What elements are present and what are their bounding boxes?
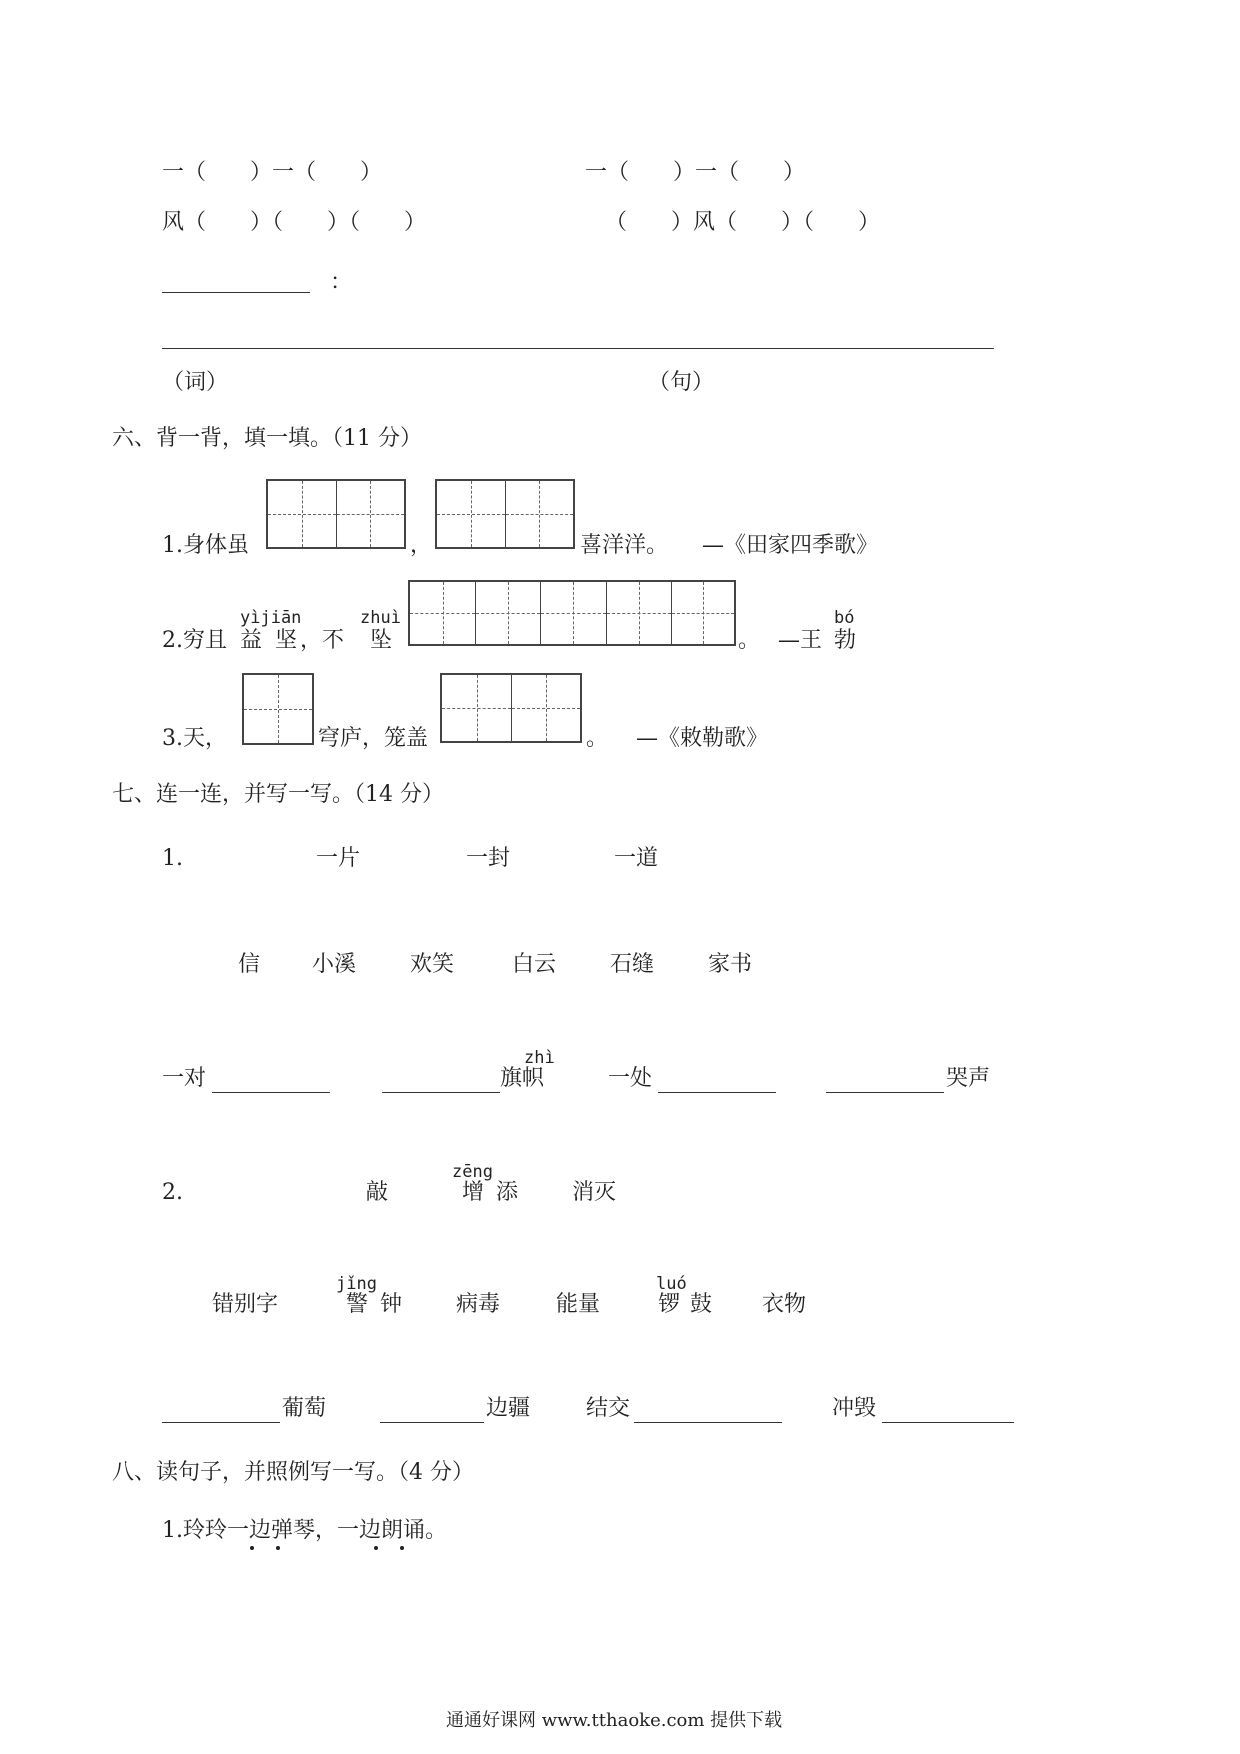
section8-heading: 八、读句子，并照例写一写。（4 分） xyxy=(112,1460,474,1485)
s7-q1-fill-d: 哭声 xyxy=(946,1066,991,1091)
s7-q1-fill-c: 一处 xyxy=(608,1066,653,1091)
s7-q1-noun-1[interactable]: 信 xyxy=(238,952,261,977)
s6-q2-jian: 坚 xyxy=(275,628,298,653)
page-footer[interactable]: 通通好课网 www.tthaoke.com 提供下载 xyxy=(446,1710,783,1731)
s7-q2-verb-c[interactable]: 添 xyxy=(496,1180,519,1205)
s6-q2-prefix: 2.穷且 xyxy=(162,628,227,653)
s7-q1-blank-b[interactable] xyxy=(382,1092,500,1093)
emphasis-dot xyxy=(276,1546,280,1550)
s8-q1-sentence: 1.玲玲一边弹琴，一边朗诵。 xyxy=(162,1518,447,1543)
s7-q1-noun-5[interactable]: 石缝 xyxy=(610,952,655,977)
s6-q2-grid[interactable] xyxy=(408,580,736,646)
s7-q2-noun-b2[interactable]: 钟 xyxy=(380,1292,403,1317)
s6-q2-zhui: 坠 xyxy=(370,628,393,653)
s7-q2-verb-d[interactable]: 消灭 xyxy=(572,1180,617,1205)
s7-q2-noun-b1[interactable]: 警 xyxy=(346,1292,369,1317)
idiom-row1-left: 一（ ）一（ ） xyxy=(162,160,383,185)
s7-q1-pinyin-zhi: zhì xyxy=(524,1048,555,1068)
s7-q1-fill-a: 一对 xyxy=(162,1066,207,1091)
s7-q1-noun-2[interactable]: 小溪 xyxy=(312,952,357,977)
s7-q2-pinyin-zeng: zēng xyxy=(452,1162,493,1182)
s7-q2-blank-c[interactable] xyxy=(634,1422,782,1423)
s7-q1-noun-4[interactable]: 白云 xyxy=(512,952,557,977)
s7-q1-fill-b: 旗帜 xyxy=(500,1066,545,1091)
s7-q1-measure-1[interactable]: 一片 xyxy=(316,846,361,871)
s7-q1-measure-3[interactable]: 一道 xyxy=(614,846,659,871)
s7-q1-blank-d[interactable] xyxy=(826,1092,944,1093)
s6-q3-end: 。 xyxy=(586,726,609,751)
s7-q2-noun-c[interactable]: 病毒 xyxy=(456,1292,501,1317)
colon: ： xyxy=(330,270,353,295)
s7-q2-noun-a[interactable]: 错别字 xyxy=(212,1292,279,1317)
answer-line[interactable] xyxy=(162,348,994,349)
emphasis-dot xyxy=(250,1546,254,1550)
s7-q2-pinyin-luo: luó xyxy=(656,1274,687,1294)
s7-q2-fill-c: 结交 xyxy=(586,1396,631,1421)
s7-q2-noun-d[interactable]: 能量 xyxy=(556,1292,601,1317)
idiom-row2-right: （ ）风（ ）（ ） xyxy=(605,210,881,235)
idiom-row2-left: 风（ ）（ ）（ ） xyxy=(162,210,427,235)
s7-q2-noun-e1[interactable]: 锣 xyxy=(658,1292,681,1317)
s7-q1-noun-3[interactable]: 欢笑 xyxy=(410,952,455,977)
s7-q2-verb-a[interactable]: 敲 xyxy=(366,1180,389,1205)
s7-q2-blank-b[interactable] xyxy=(380,1422,484,1423)
s7-q2-fill-d: 冲毁 xyxy=(832,1396,877,1421)
s6-q3-source: —《敕勒歌》 xyxy=(636,726,769,751)
s7-q2-blank-d[interactable] xyxy=(882,1422,1014,1423)
s6-q3-prefix: 3.天， xyxy=(162,726,227,751)
s6-q1-comma: ， xyxy=(410,533,433,558)
s7-q1-measure-2[interactable]: 一封 xyxy=(466,846,511,871)
section7-heading: 七、连一连，并写一写。（14 分） xyxy=(112,782,444,807)
s6-q3-grid-b[interactable] xyxy=(440,673,582,743)
label-sentence: （句） xyxy=(648,370,715,395)
s7-q1-number: 1. xyxy=(162,846,183,871)
s7-q2-fill-b: 边疆 xyxy=(486,1396,531,1421)
s7-q1-blank-c[interactable] xyxy=(658,1092,776,1093)
s6-q2-yi: 益 xyxy=(240,628,263,653)
s6-q2-end: 。 xyxy=(738,628,761,653)
s6-q2-bo: 勃 xyxy=(834,628,857,653)
s6-q1-grid-a[interactable] xyxy=(266,479,406,549)
s7-q2-noun-f[interactable]: 衣物 xyxy=(762,1292,807,1317)
s6-q3-grid-a[interactable] xyxy=(242,673,314,745)
s7-q2-noun-e2[interactable]: 鼓 xyxy=(690,1292,713,1317)
idiom-row1-right: 一（ ）一（ ） xyxy=(585,160,806,185)
s6-q2-pinyin-yijian: yìjiān xyxy=(240,608,302,628)
section6-heading: 六、背一背，填一填。（11 分） xyxy=(112,426,422,451)
s7-q2-verb-b[interactable]: 增 xyxy=(462,1180,485,1205)
s6-q1-source: —《田家四季歌》 xyxy=(702,533,879,558)
s6-q1-middle: 喜洋洋。 xyxy=(580,533,669,558)
emphasis-dot xyxy=(400,1546,404,1550)
s7-q1-blank-a[interactable] xyxy=(212,1092,330,1093)
s6-q2-pinyin-zhui: zhuì xyxy=(360,608,401,628)
s6-q2-source: —王 xyxy=(778,628,823,653)
s7-q2-number: 2. xyxy=(162,1180,183,1205)
answer-blank[interactable] xyxy=(162,292,310,293)
s6-q3-middle: 穹庐，笼盖 xyxy=(318,726,429,751)
s6-q1-prefix: 1.身体虽 xyxy=(162,533,249,558)
s6-q2-mid: ，不 xyxy=(300,628,345,653)
s7-q2-blank-a[interactable] xyxy=(162,1422,280,1423)
label-word: （词） xyxy=(162,370,229,395)
s7-q2-fill-a: 葡萄 xyxy=(282,1396,327,1421)
emphasis-dot xyxy=(374,1546,378,1550)
s7-q1-noun-6[interactable]: 家书 xyxy=(708,952,753,977)
s7-q2-pinyin-jing: jǐng xyxy=(336,1274,377,1294)
s6-q2-pinyin-bo: bó xyxy=(834,608,855,628)
s6-q1-grid-b[interactable] xyxy=(435,479,575,549)
